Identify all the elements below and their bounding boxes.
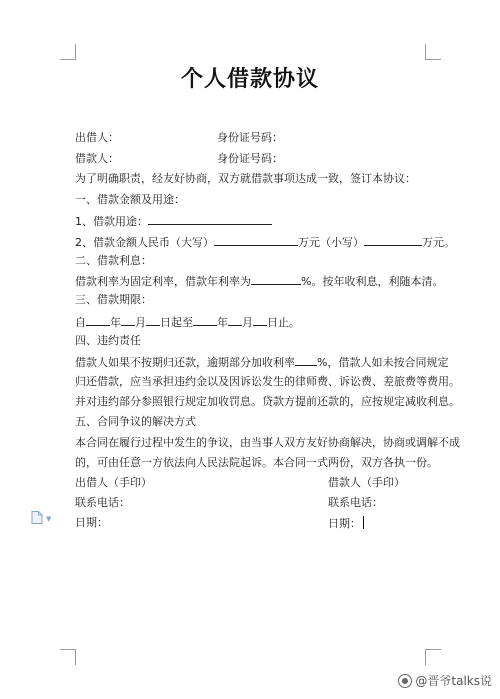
term-start-day-blank[interactable] — [146, 314, 160, 326]
amount-label: 2、借款金额人民币（大写） — [75, 236, 214, 249]
watermark — [398, 672, 492, 689]
sign-lender-label: 出借人（手印） — [75, 476, 152, 489]
section1-title: 一、借款金额及用途： — [75, 193, 185, 206]
section3-title: 三、借款期限： — [75, 293, 152, 306]
borrower-id-label: 身份证号码： — [217, 152, 283, 165]
crop-mark-bottom-right-v — [425, 649, 426, 665]
interest-rate-blank[interactable] — [251, 273, 301, 285]
watermark-logo-icon — [398, 674, 412, 688]
breach-line-3: 并对违约部分参照银行规定加收罚息。贷款方提前还款的，应按规定减收利息。 — [75, 395, 460, 408]
breach-line-2: 归还借款，应当承担违约金以及因诉讼发生的律师费、诉讼费、差旅费等费用。 — [75, 375, 460, 388]
intro-text: 为了明确职责，经友好协商，双方就借款事项达成一致，签订本协议： — [75, 172, 416, 185]
amount-suffix-label: 万元。 — [422, 236, 455, 249]
amount-lowercase-blank[interactable] — [364, 234, 422, 246]
date-label-right: 日期： — [328, 517, 361, 530]
dispute-line-2: 的，可由任意一方依法向人民法院起诉。本合同一式两份，双方各执一份。 — [75, 456, 438, 469]
breach-text-1-suffix: %，借款人如未按合同规定 — [317, 356, 449, 369]
amount-line — [75, 234, 455, 250]
sign-borrower-label: 借款人（手印） — [328, 476, 405, 489]
purpose-label: 1、借款用途： — [75, 215, 148, 228]
lender-label: 出借人： — [75, 131, 119, 144]
term-start-year-blank[interactable] — [86, 314, 110, 326]
section5-title: 五、合同争议的解决方式 — [75, 415, 196, 428]
term-end-year-blank[interactable] — [193, 314, 217, 326]
amount-uppercase-blank[interactable] — [214, 234, 298, 246]
term-end-day-blank[interactable] — [253, 314, 267, 326]
term-from-label: 自 — [75, 316, 86, 329]
crop-mark-top-left-h — [60, 59, 76, 60]
crop-mark-top-right-h — [425, 59, 441, 60]
document-icon[interactable] — [31, 511, 43, 524]
interest-line — [75, 273, 443, 289]
section2-title: 二、借款利息： — [75, 254, 152, 267]
term-year-label-1: 年 — [110, 316, 121, 329]
watermark-text: @晋爷talks说 — [415, 674, 492, 688]
borrower-label: 借款人： — [75, 152, 119, 165]
term-day-to-label: 日起至 — [160, 316, 193, 329]
breach-line-1 — [75, 354, 448, 370]
text-cursor — [363, 516, 364, 529]
overdue-rate-blank[interactable] — [295, 354, 317, 366]
page-title: 个人借款协议 — [180, 67, 319, 92]
lender-id-label: 身份证号码： — [217, 131, 283, 144]
purpose-blank[interactable] — [148, 213, 272, 225]
term-month-label-2: 月 — [242, 316, 253, 329]
phone-label-right: 联系电话： — [328, 496, 383, 509]
term-start-month-blank[interactable] — [121, 314, 135, 326]
term-year-label-2: 年 — [217, 316, 228, 329]
crop-mark-bottom-left-h — [60, 649, 76, 650]
dispute-line-1: 本合同在履行过程中发生的争议，由当事人双方友好协商解决，协商或调解不成 — [75, 436, 460, 449]
purpose-line — [75, 213, 272, 229]
phone-label-left: 联系电话： — [75, 496, 130, 509]
amount-mid-label: 万元（小写） — [298, 236, 364, 249]
interest-label: 借款利率为固定利率，借款年利率为 — [75, 275, 251, 288]
term-end-month-blank[interactable] — [228, 314, 242, 326]
crop-mark-bottom-right-h — [425, 649, 441, 650]
chevron-down-icon[interactable]: ▼ — [46, 515, 52, 523]
crop-mark-bottom-left-v — [75, 649, 76, 665]
date-label-left: 日期： — [75, 516, 108, 529]
term-month-label-1: 月 — [135, 316, 146, 329]
breach-text-1: 借款人如果不按期归还款，逾期部分加收利率 — [75, 356, 295, 369]
term-end-label: 日止。 — [267, 316, 300, 329]
crop-mark-top-left-v — [75, 44, 76, 60]
term-line — [75, 314, 300, 330]
date-line-right[interactable] — [328, 516, 364, 531]
crop-mark-top-right-v — [425, 44, 426, 60]
section4-title: 四、违约责任 — [75, 334, 141, 347]
interest-suffix-label: %。按年收利息，利随本清。 — [301, 275, 444, 288]
